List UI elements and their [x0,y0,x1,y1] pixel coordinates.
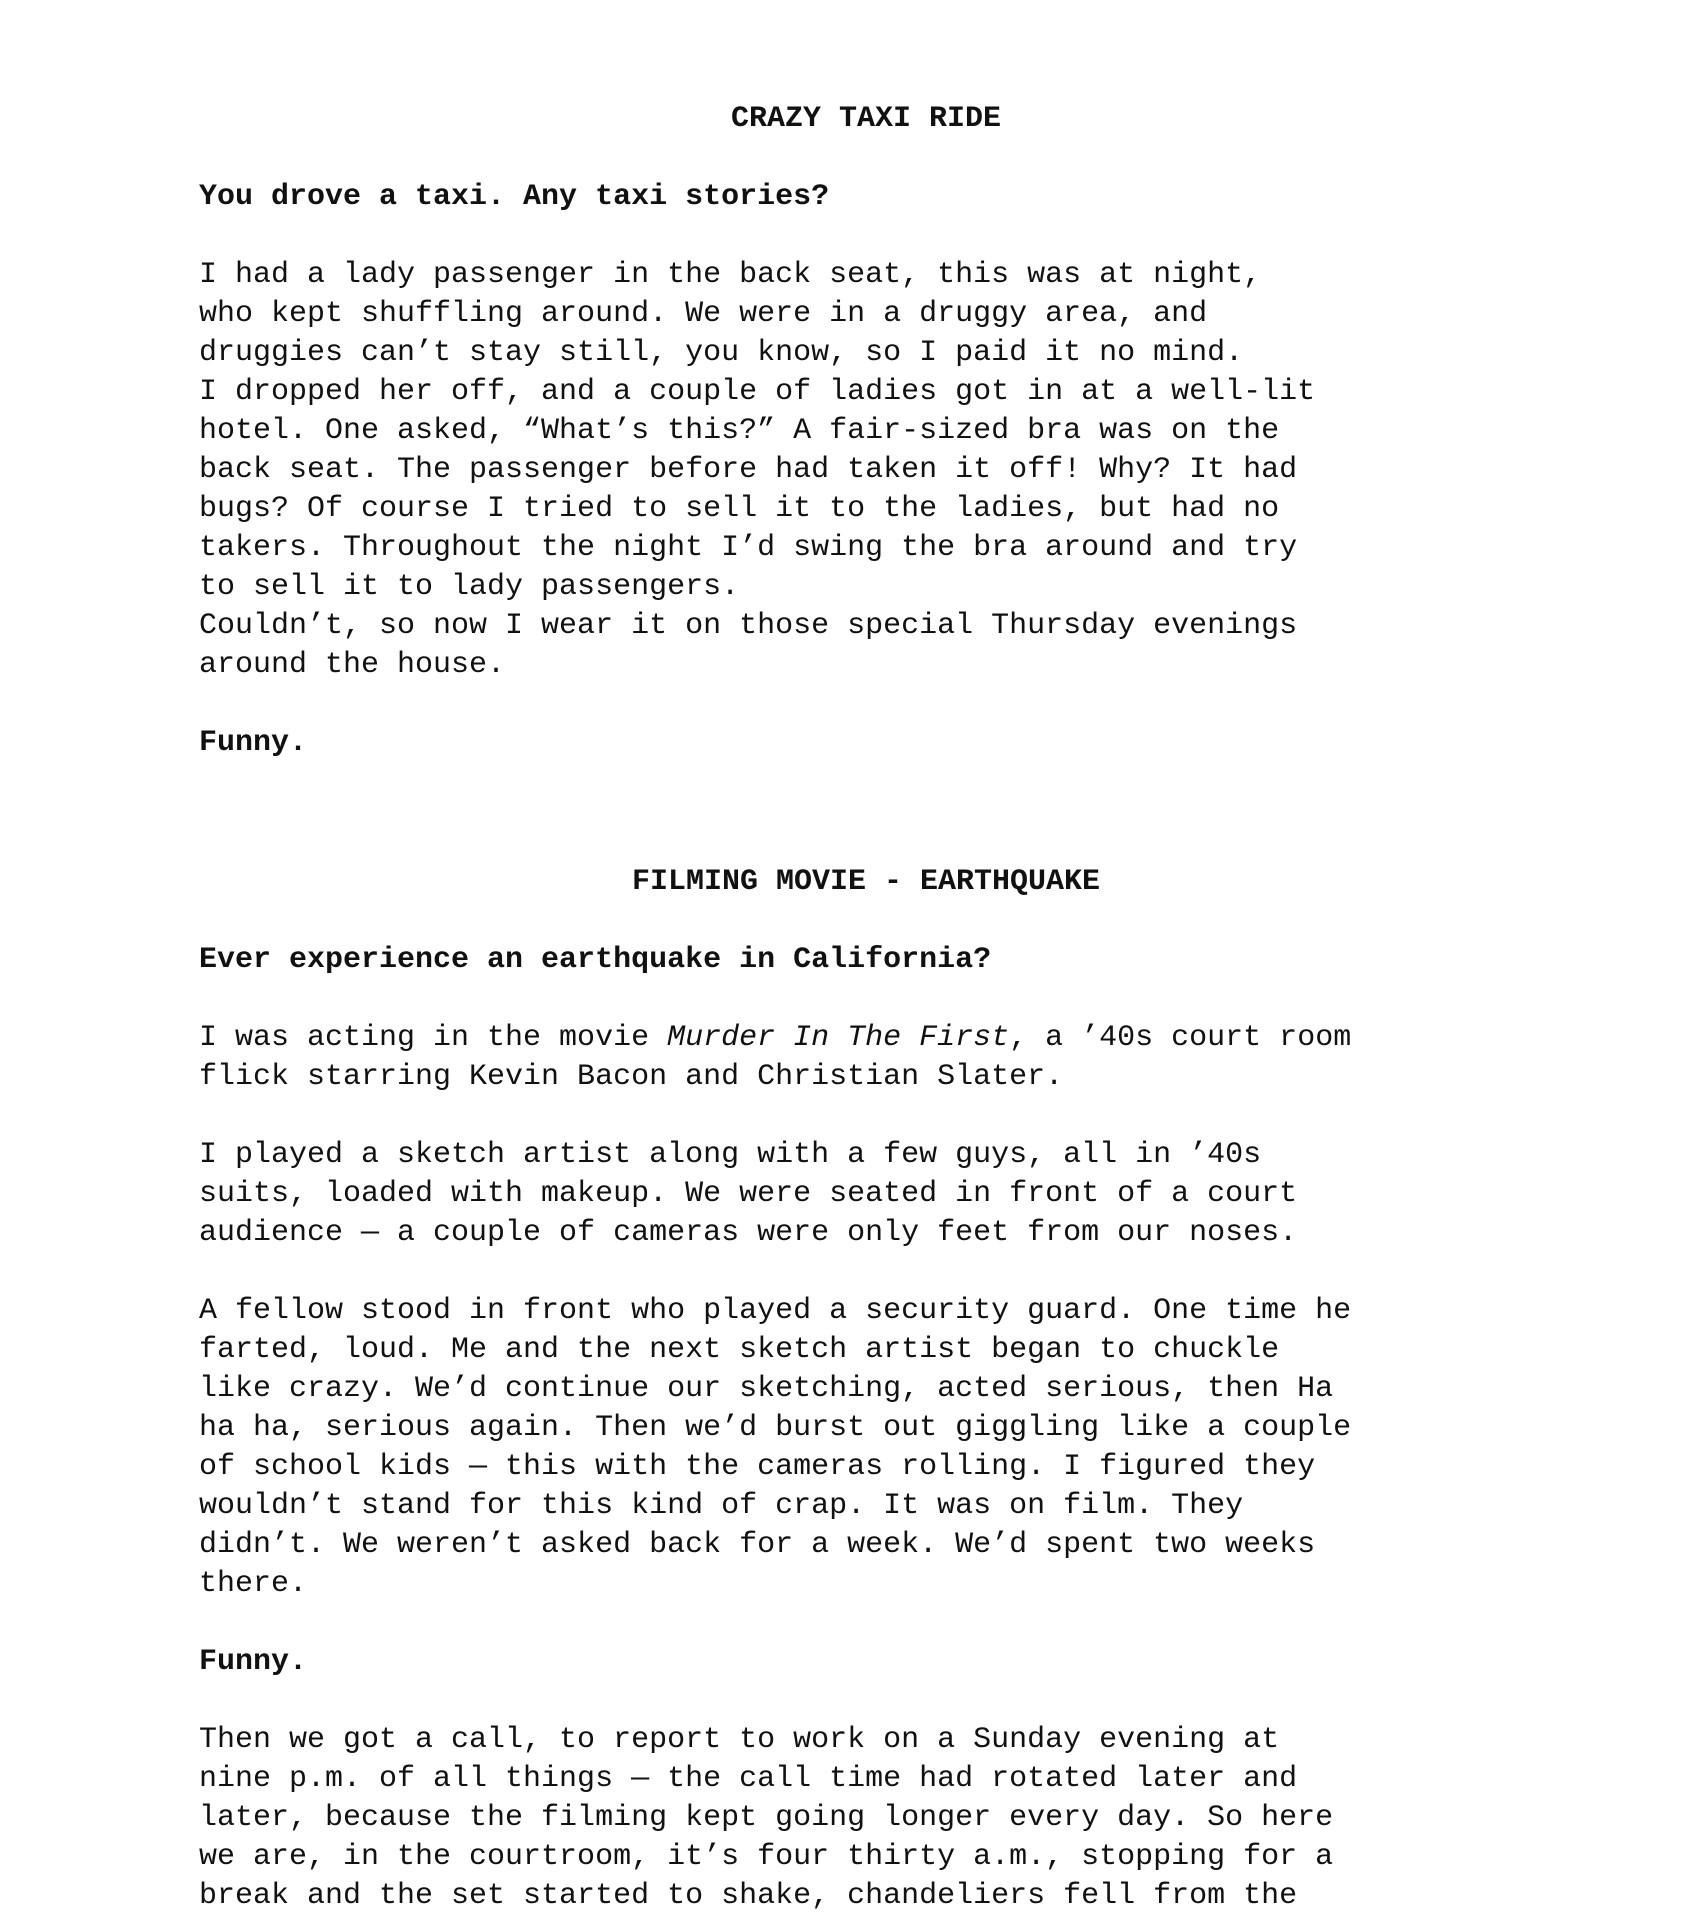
text-line: back seat. The passenger before had taken it off! Why? It had [199,453,1298,487]
paragraph-security-guard [199,1292,1519,1604]
section-title-earthquake: FILMING MOVIE - EARTHQUAKE [631,865,1101,899]
text-line: nine p.m. of all things — the call time had rotated later and [199,1762,1298,1796]
text-line: I dropped her off, and a couple of ladies got in at a well-lit [199,375,1316,409]
text-line: Then we got a call, to report to work on a Sunday evening at [199,1723,1280,1757]
section-title-taxi: CRAZY TAXI RIDE [730,102,1002,136]
text-line: like crazy. We’d continue our sketching, acted serious, then Ha [199,1372,1334,1406]
text-span: , a ’40s court room [1009,1021,1352,1055]
question-earthquake: Ever experience an earthquake in California? [199,943,992,977]
text-line: hotel. One asked, “What’s this?” A fair-sized bra was on the [199,414,1280,448]
document-page [199,100,1519,1916]
text-line: suits, loaded with makeup. We were seated in front of a court [199,1177,1298,1211]
text-line: break and the set started to shake, chandeliers fell from the [199,1879,1298,1913]
text-line: around the house. [199,648,506,682]
question-taxi: You drove a taxi. Any taxi stories? [199,180,830,214]
text-line: farted, loud. Me and the next sketch artist began to chuckle [199,1333,1280,1367]
text-line: Couldn’t, so now I wear it on those special Thursday evenings [199,609,1298,643]
text-line [199,1019,1519,1058]
paragraph-sunday-call [199,1721,1519,1916]
text-line: wouldn’t stand for this kind of crap. It was on film. They [199,1489,1244,1523]
text-line: takers. Throughout the night I’d swing the bra around and try [199,531,1298,565]
text-line: we are, in the courtroom, it’s four thirty a.m., stopping for a [199,1840,1334,1874]
text-line: druggies can’t stay still, you know, so I paid it no mind. [199,336,1244,370]
text-line: who kept shuffling around. We were in a druggy area, and [199,297,1208,331]
text-line: of school kids — this with the cameras rolling. I figured they [199,1450,1316,1484]
paragraph-sketch-artist [199,1136,1519,1253]
text-line: audience — a couple of cameras were only feet from our noses. [199,1216,1298,1250]
text-line: to sell it to lady passengers. [199,570,740,604]
text-line: later, because the filming kept going longer every day. So here [199,1801,1334,1835]
text-span: I was acting in the movie [199,1021,668,1055]
text-line: bugs? Of course I tried to sell it to the ladies, but had no [199,492,1280,526]
text-line: there. [199,1567,308,1601]
reply-earthquake: Funny. [199,1645,308,1679]
movie-title: Murder In The First [667,1021,1010,1055]
text-line: A fellow stood in front who played a security guard. One time he [199,1294,1352,1328]
text-line: I had a lady passenger in the back seat, this was at night, [199,258,1262,292]
text-line: ha ha, serious again. Then we’d burst out giggling like a couple [199,1411,1352,1445]
paragraph-movie [199,1019,1519,1097]
reply-taxi: Funny. [199,726,308,760]
text-line: didn’t. We weren’t asked back for a week. We’d spent two weeks [199,1528,1316,1562]
text-line: I played a sketch artist along with a few guys, all in ’40s [199,1138,1262,1172]
answer-taxi [199,256,1519,685]
text-line: flick starring Kevin Bacon and Christian Slater. [199,1060,1064,1094]
